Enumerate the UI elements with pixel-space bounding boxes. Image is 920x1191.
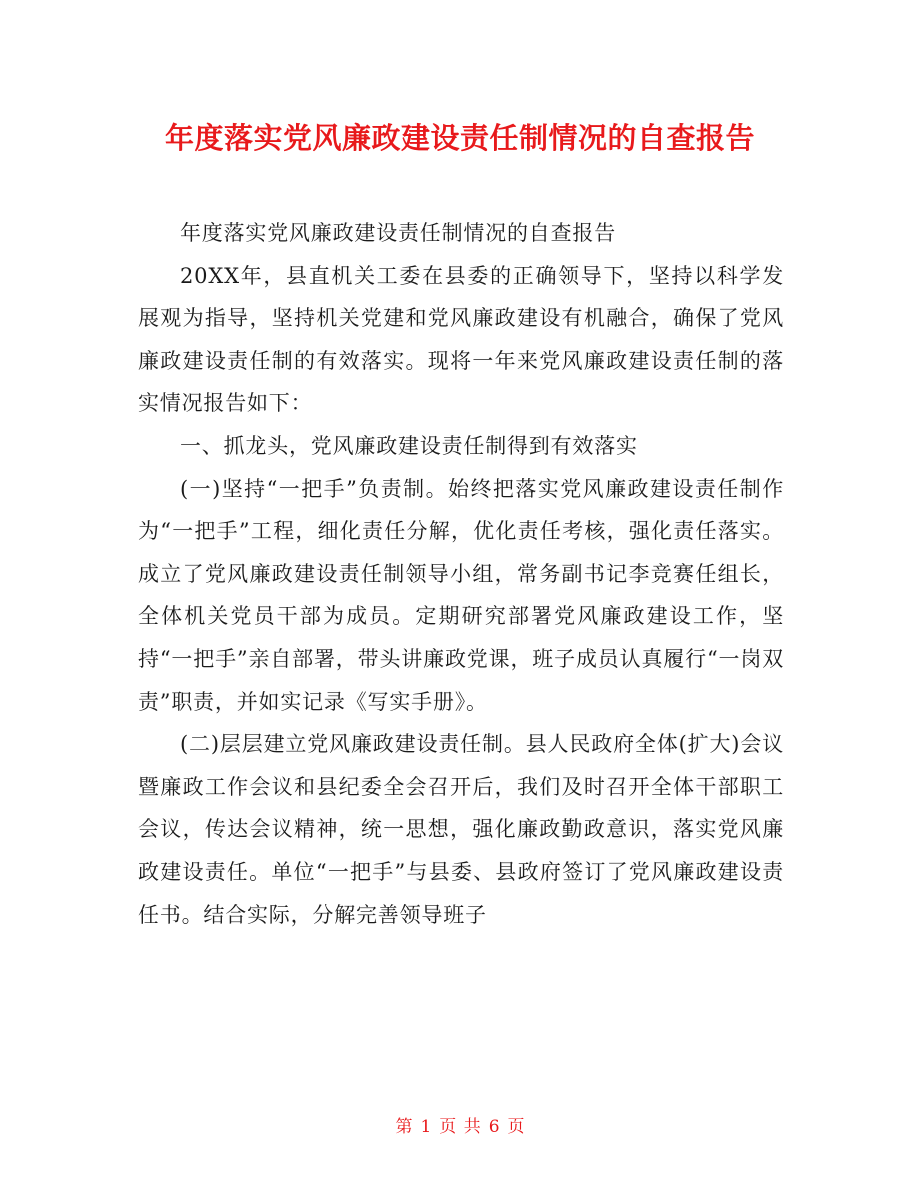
section-heading-1: 一、抓龙头，党风廉政建设责任制得到有效落实	[180, 433, 638, 458]
footer-prefix: 第	[395, 1117, 413, 1137]
paragraph-intro: 20XX年，县直机关工委在县委的正确领导下，坚持以科学发展观为指导，坚持机关党建和党风廉政建设有机融合，确保了党风廉政建设责任制的有效落实。现将一年来党风廉政建设责任制的落实情况报告如下：	[138, 263, 784, 416]
footer-page-number: 1	[420, 1117, 432, 1137]
document-body	[138, 212, 784, 936]
paragraph-item-1: (一)坚持“一把手”负责制。始终把落实党风廉政建设责任制作为“一把手”工程，细化责任分解，优化责任考核，强化责任落实。成立了党风廉政建设责任制领导小组，常务副书记李竞赛任组长，全体机关党员干部为成员。定期研究部署党风廉政建设工作，坚持“一把手”亲自部署，带头讲廉政党课，班子成员认真履行“一岗双责”职责，并如实记录《写实手册》。	[138, 476, 784, 714]
paragraph-item-2: (二)层层建立党风廉政建设责任制。县人民政府全体(扩大)会议暨廉政工作会议和县纪委全会召开后，我们及时召开全体干部职工会议，传达会议精神，统一思想，强化廉政勤政意识，落实党风廉政建设责任。单位“一把手”与县委、县政府签订了党风廉政建设责任书。结合实际，分解完善领导班子	[138, 732, 784, 927]
document-title: 年度落实党风廉政建设责任制情况的自查报告	[164, 121, 755, 155]
footer-suffix: 页	[507, 1117, 525, 1137]
paragraph-subtitle: 年度落实党风廉政建设责任制情况的自查报告	[180, 221, 616, 245]
page-footer	[0, 1112, 920, 1137]
footer-total-pages: 6	[488, 1117, 500, 1137]
footer-middle: 页 共	[439, 1117, 481, 1137]
